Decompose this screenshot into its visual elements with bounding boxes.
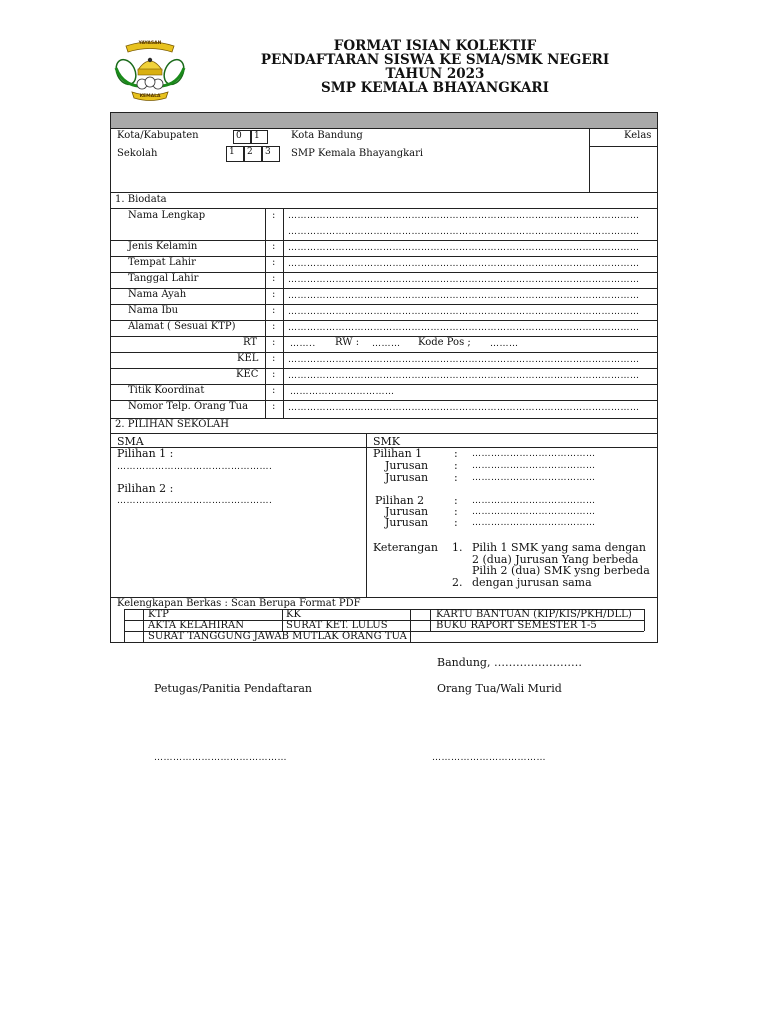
title-line-1: FORMAT ISIAN KOLEKTIF — [333, 38, 537, 54]
keterangan-2-line-a: Pilih 2 (dua) SMK ysng berbeda — [472, 564, 650, 577]
kk-label: KK — [286, 609, 301, 620]
rt-field[interactable]: …….. — [290, 339, 316, 349]
ayah-field[interactable]: ………………………………………………………………………………………………… — [288, 291, 640, 301]
smk-pilihan-2-field[interactable]: ………………………………… — [472, 496, 596, 506]
sma-pilihan-2-field[interactable]: …………………………………………. — [117, 496, 273, 506]
sekolah-code-box-1: 1 — [226, 146, 244, 162]
school-logo — [112, 38, 188, 104]
ktp-checkbox[interactable] — [125, 610, 142, 619]
sma-heading: SMA — [117, 435, 144, 448]
keterangan-1-num: 1. — [452, 541, 463, 554]
logo-bottom-text: KEMALA — [139, 94, 161, 99]
tanggal-label: Tanggal Lahir — [128, 273, 199, 284]
kodepos-label: Kode Pos ; — [418, 337, 471, 348]
sma-pilihan-2-label: Pilihan 2 : — [117, 482, 174, 495]
smk-jurusan-1b-label: Jurusan — [385, 471, 429, 484]
title-line-2: PENDAFTARAN SISWA KE SMA/SMK NEGERI — [260, 52, 610, 68]
titik-field[interactable]: …………………………… — [290, 387, 395, 397]
nama-field-line-1[interactable]: ………………………………………………………………………………………………… — [288, 211, 640, 221]
kota-label: Kota/Kabupaten — [117, 130, 199, 141]
kel-label: KEL — [237, 353, 259, 364]
kk-checkbox[interactable] — [262, 610, 281, 619]
jk-field[interactable]: ………………………………………………………………………………………………… — [288, 243, 640, 253]
smk-pilihan-1-field[interactable]: ………………………………… — [472, 449, 596, 459]
telp-field[interactable]: ………………………………………………………………………………………………… — [288, 403, 640, 413]
petugas-signature-line[interactable]: …………………………………… — [154, 753, 287, 763]
sma-pilihan-1-label: Pilihan 1 : — [117, 447, 174, 460]
kec-label: KEC — [236, 369, 259, 380]
alamat-field[interactable]: ………………………………………………………………………………………………… — [288, 323, 640, 333]
rt-label: RT — [243, 337, 258, 348]
rw-field[interactable]: ……… — [372, 339, 401, 349]
title-line-4: SMP KEMALA BHAYANGKARI — [321, 80, 549, 96]
tanggung-label: SURAT TANGGUNG JAWAB MUTLAK ORANG TUA — [148, 631, 407, 642]
keterangan-1-line-a: Pilih 1 SMK yang sama dengan — [472, 541, 646, 554]
tempat-label: Tempat Lahir — [128, 257, 196, 268]
nama-label: Nama Lengkap — [128, 210, 206, 221]
ortu-label: Orang Tua/Wali Murid — [437, 682, 562, 695]
kota-code-box-2: 1 — [251, 130, 268, 144]
keterangan-1-line-b: 2 (dua) Jurusan Yang berbeda — [472, 553, 639, 566]
kartu-checkbox[interactable] — [411, 610, 429, 619]
title-line-3: TAHUN 2023 — [385, 66, 485, 82]
sekolah-code-box-2: 2 — [244, 146, 262, 162]
form-header-band — [111, 113, 657, 128]
akta-checkbox[interactable] — [125, 621, 142, 630]
telp-label: Nomor Telp. Orang Tua — [128, 401, 249, 412]
smk-heading: SMK — [373, 435, 401, 448]
ibu-label: Nama Ibu — [128, 305, 179, 316]
ktp-label: KTP — [148, 609, 169, 620]
petugas-label: Petugas/Panitia Pendaftaran — [154, 682, 312, 695]
alamat-label: Alamat ( Sesuai KTP) — [128, 321, 236, 332]
tanggung-checkbox[interactable] — [125, 632, 142, 641]
kota-value: Kota Bandung — [291, 130, 363, 141]
smk-jurusan-1a-field[interactable]: ………………………………… — [472, 461, 596, 471]
sma-pilihan-1-field[interactable]: …………………………………………. — [117, 462, 273, 472]
keterangan-label: Keterangan — [373, 541, 438, 554]
smk-jurusan-2b-field[interactable]: ………………………………… — [472, 518, 596, 528]
akta-label: AKTA KELAHIRAN — [148, 620, 245, 631]
titik-label: Titik Koordinat — [128, 385, 205, 396]
ortu-signature-line[interactable]: ……………………………… — [432, 753, 546, 763]
lulus-checkbox[interactable] — [262, 621, 281, 630]
smk-pilihan-1-label: Pilihan 1 — [373, 447, 423, 460]
keterangan-2-line-b: dengan jurusan sama — [472, 576, 592, 589]
ibu-field[interactable]: ………………………………………………………………………………………………… — [288, 307, 640, 317]
rw-label: RW : — [335, 337, 360, 348]
kartu-label: KARTU BANTUAN (KIP/KIS/PKH/DLL) — [436, 609, 632, 620]
pilihan-heading: 2. PILIHAN SEKOLAH — [115, 419, 229, 430]
tanggal-field[interactable]: ………………………………………………………………………………………………… — [288, 275, 640, 285]
sekolah-value: SMP Kemala Bhayangkari — [291, 148, 424, 159]
sekolah-code-box-3: 3 — [262, 146, 280, 162]
kelas-label: Kelas — [624, 130, 652, 141]
biodata-heading: 1. Biodata — [115, 194, 167, 205]
tempat-field[interactable]: ………………………………………………………………………………………………… — [288, 259, 640, 269]
berkas-heading: Kelengkapan Berkas : Scan Berupa Format PDF — [117, 598, 361, 609]
smk-jurusan-1b-field[interactable]: ………………………………… — [472, 473, 596, 483]
kodepos-field[interactable]: ……… — [490, 339, 519, 349]
kec-field[interactable]: ………………………………………………………………………………………………… — [288, 371, 640, 381]
smk-pilihan-2-label: Pilihan 2 — [375, 494, 425, 507]
lulus-label: SURAT KET. LULUS — [286, 620, 388, 631]
smk-jurusan-1a-label: Jurusan — [385, 459, 429, 472]
place-date: Bandung, …………………… — [437, 656, 582, 669]
keterangan-2-num: 2. — [452, 576, 463, 589]
kota-code-box-1: 0 — [233, 130, 251, 144]
sekolah-label: Sekolah — [117, 148, 158, 159]
smk-jurusan-2b-label: Jurusan — [385, 516, 429, 529]
raport-checkbox[interactable] — [411, 621, 429, 630]
kel-field[interactable]: ………………………………………………………………………………………………… — [288, 355, 640, 365]
raport-label: BUKU RAPORT SEMESTER 1-5 — [436, 620, 597, 631]
nama-field-line-2[interactable]: ………………………………………………………………………………………………… — [288, 227, 640, 237]
jk-label: Jenis Kelamin — [128, 241, 198, 252]
ayah-label: Nama Ayah — [128, 289, 187, 300]
smk-jurusan-2a-label: Jurusan — [385, 505, 429, 518]
smk-jurusan-2a-field[interactable]: ………………………………… — [472, 507, 596, 517]
logo-top-text: YAYASAN — [138, 41, 162, 46]
